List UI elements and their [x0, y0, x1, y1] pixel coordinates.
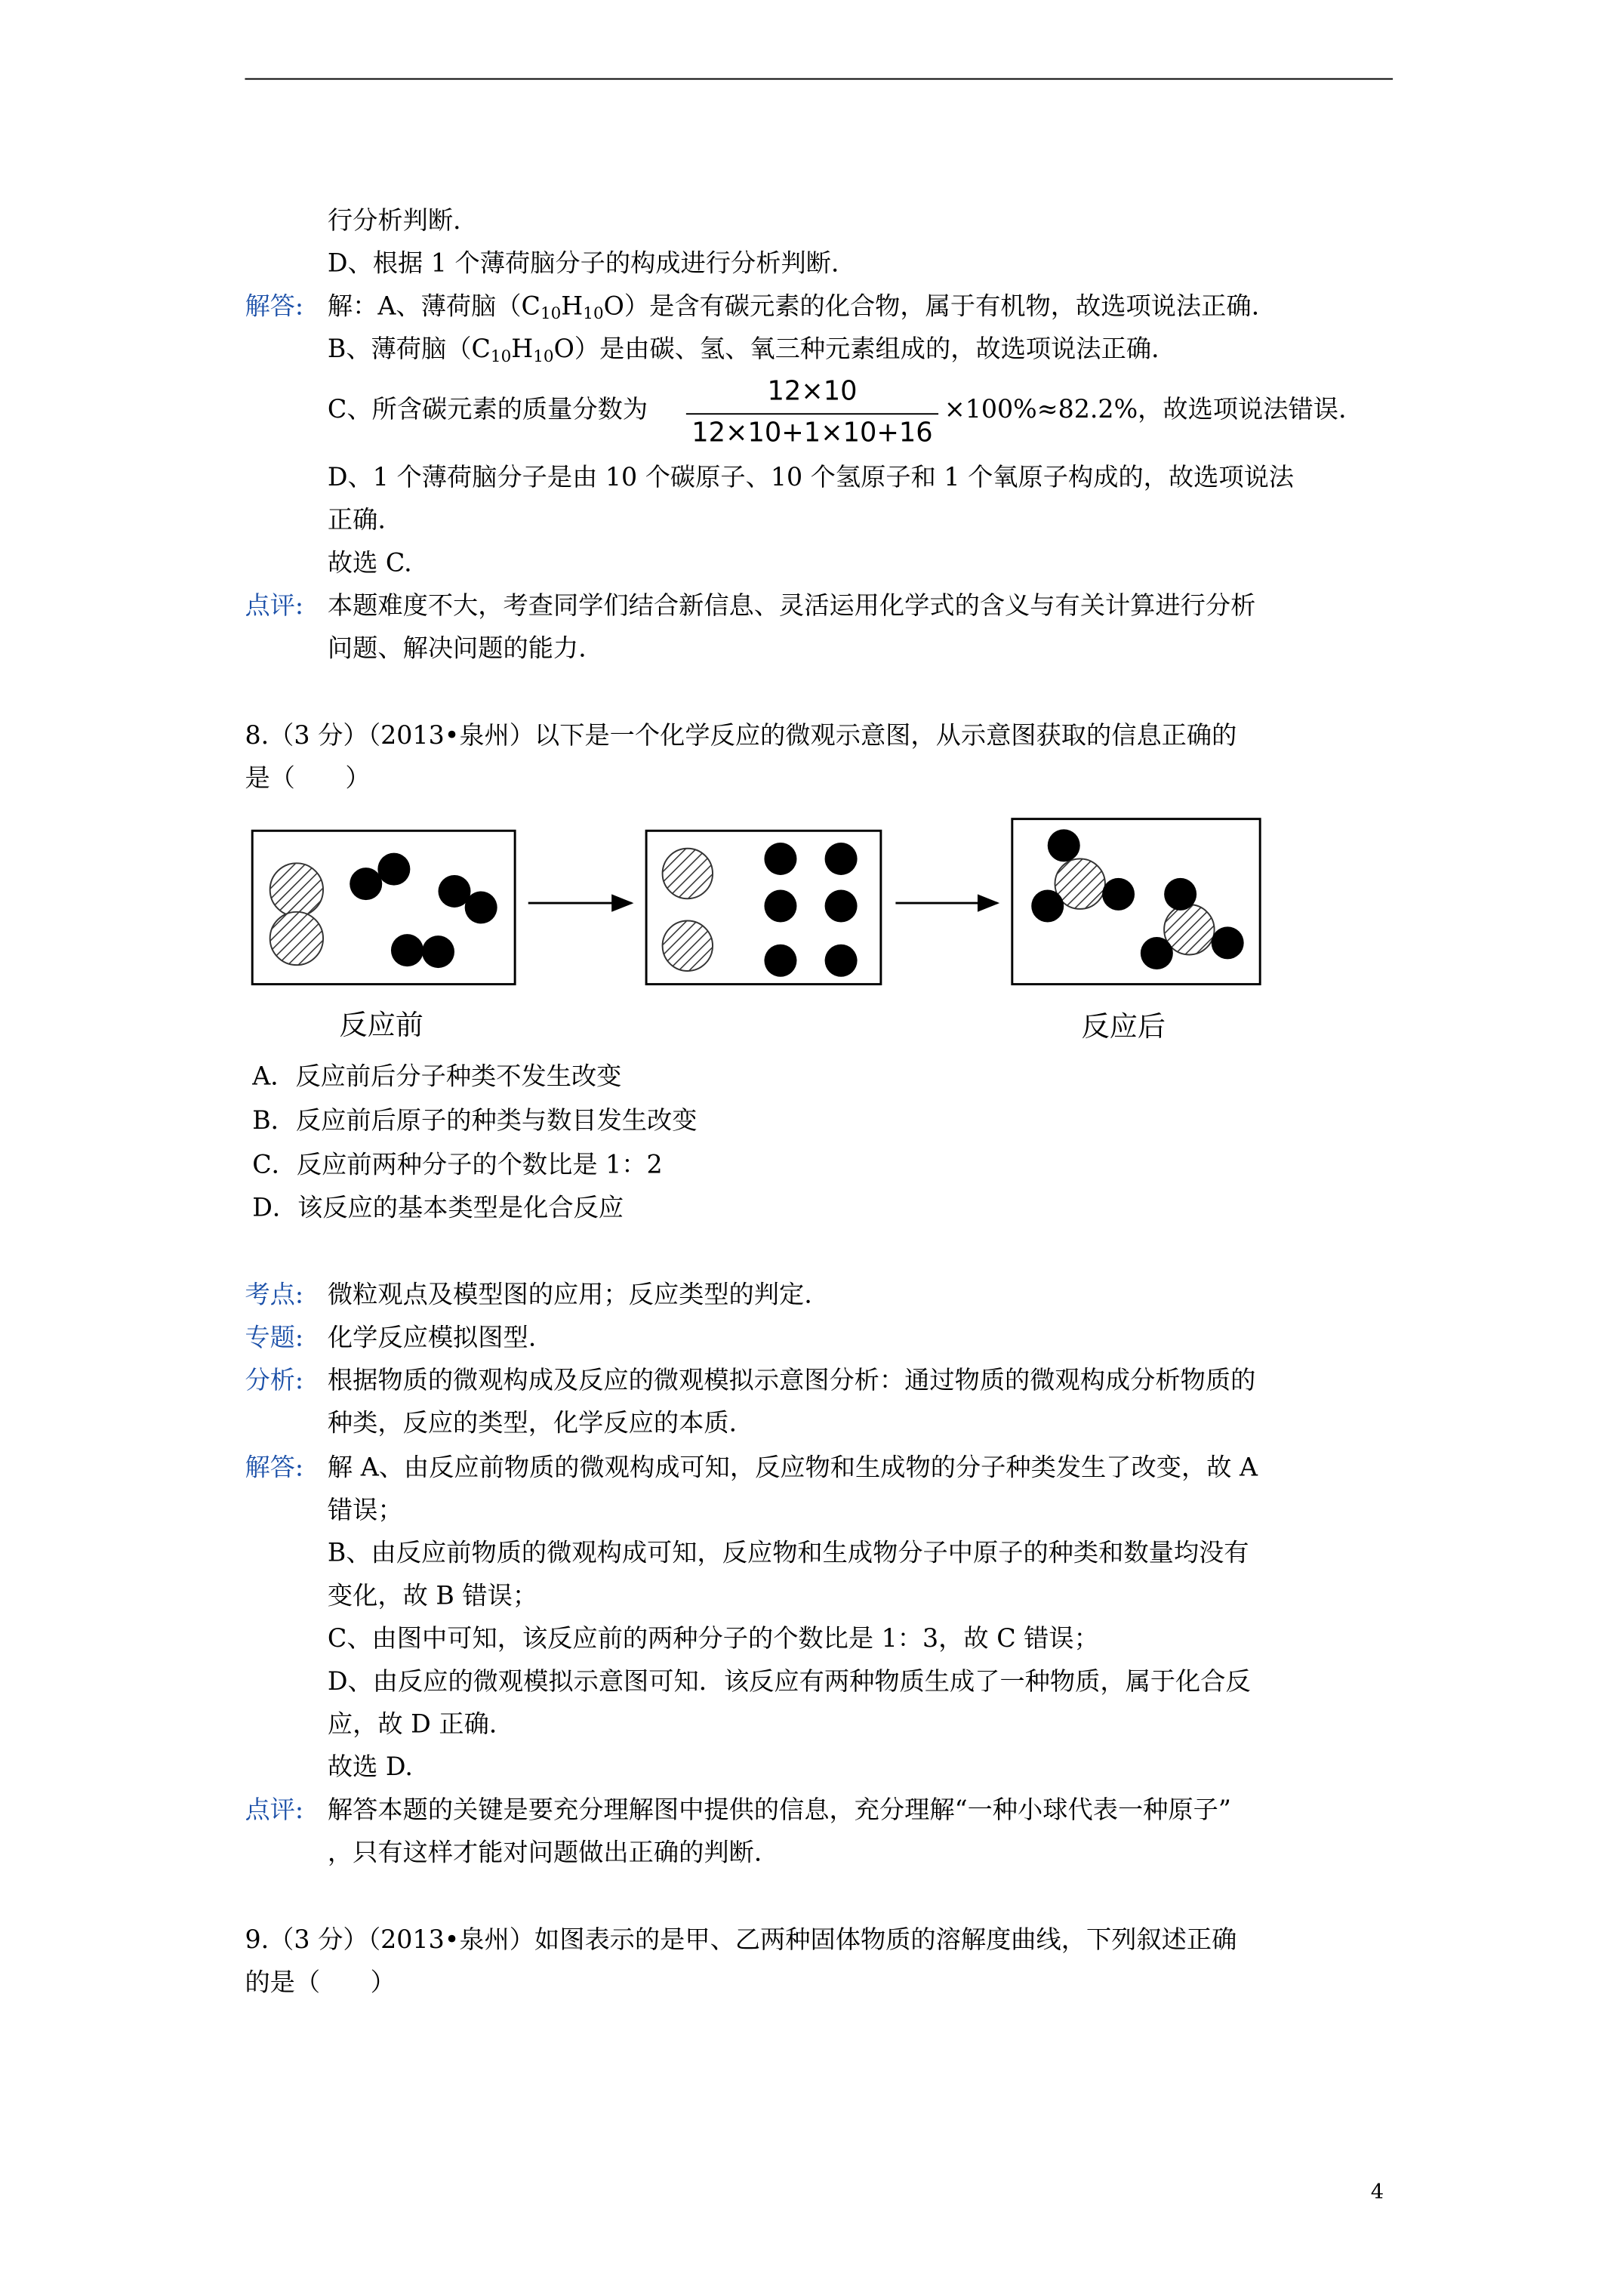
q7-jieda-a: 解：A、薄荷脑$(C_{10}H_{10}O)$是含有碳元素的化合物，属于有机物，故选项说法正确. — [327, 291, 1260, 324]
q8-jieda-label: 解答: — [245, 1453, 304, 1484]
q8-fenxi-label: 分析: — [245, 1366, 304, 1396]
q8-option-d: D．该反应的基本类型是化合反应 — [252, 1194, 624, 1224]
q8-jieda-d: D、由反应的微观模拟示意图可知．该反应有两种物质生成了一种物质，属于化合反 — [327, 1667, 1251, 1697]
product-molecule — [1031, 829, 1135, 922]
black-molecule — [438, 875, 497, 923]
q8-jieda-a: 解 A、由反应前物质的微观构成可知，反应物和生成物的分子种类发生了改变，故 A — [327, 1453, 1258, 1484]
q7-jieda-label: 解答: — [245, 291, 304, 322]
q7-dianping: 本题难度不大，考查同学们结合新信息、灵活运用化学式的含义与有关计算进行分析 — [327, 591, 1256, 621]
q8-jieda-b: B、由反应前物质的微观构成可知，反应物和生成物分子中原子的种类和数量均没有 — [327, 1539, 1249, 1569]
q8-dianping: 解答本题的关键是要充分理解图中提供的信息，充分理解“一种小球代表一种原子” — [327, 1795, 1231, 1826]
q8-kaodian-label: 考点: — [245, 1281, 304, 1311]
q7-jieda-d: D、1 个薄荷脑分子是由 10 个碳原子、10 个氢原子和 1 个氧原子构成的，故选项说法 — [327, 463, 1295, 493]
hatched-atom — [663, 849, 713, 898]
q7-choice: 故选 C. — [327, 549, 412, 579]
black-atom — [764, 945, 796, 977]
label-before: 反应前 — [339, 1009, 423, 1042]
q7-jieda-c-suffix: ×100%≈82.2%，故选项说法错误. — [944, 395, 1347, 425]
black-atom — [825, 945, 858, 977]
q8-stem: 8.（3 分）（2013•泉州）以下是一个化学反应的微观示意图，从示意图获取的信息正确的 — [245, 721, 1237, 751]
q8-jieda-b-cont: 变化，故 B 错误； — [327, 1582, 538, 1612]
q7-dianping-cont: 问题、解决问题的能力. — [327, 634, 587, 664]
q8-jieda-a-cont: 错误； — [327, 1496, 403, 1526]
q8-fenxi-cont: 种类，反应的类型，化学反应的本质. — [327, 1409, 738, 1439]
q7-jieda-c-prefix: C、所含碳元素的质量分数为 — [327, 395, 648, 425]
q8-choice: 故选 D. — [327, 1752, 413, 1783]
hatched-atom — [663, 921, 713, 971]
q7-dianping-label: 点评: — [245, 591, 304, 621]
black-atom — [764, 843, 796, 875]
q7-analysis-d: D、根据 1 个薄荷脑分子的构成进行分析判断. — [327, 249, 839, 279]
q7-jieda-b: B、薄荷脑$(C_{10}H_{10}O)$是由碳、氢、氧三种元素组成的，故选项说法正确. — [327, 334, 1160, 366]
q8-stem-cont: 是（ ） — [245, 764, 371, 794]
product-molecule — [1141, 878, 1244, 969]
q8-option-b: B．反应前后原子的种类与数目发生改变 — [252, 1106, 698, 1136]
q8-zhuanti-label: 专题: — [245, 1324, 304, 1354]
q8-dianping-label: 点评: — [245, 1795, 304, 1826]
fraction-numerator: 12×10 — [767, 376, 858, 408]
q8-option-c: C．反应前两种分子的个数比是 1：2 — [252, 1151, 663, 1181]
black-atom — [825, 843, 858, 875]
black-molecule — [391, 934, 454, 968]
reaction-diagram — [0, 0, 1623, 1062]
q9-stem: 9.（3 分）（2013•泉州）如图表示的是甲、乙两种固体物质的溶解度曲线，下列叙述正确 — [245, 1925, 1237, 1955]
q8-fenxi: 根据物质的微观构成及反应的微观模拟示意图分析：通过物质的微观构成分析物质的 — [327, 1366, 1256, 1396]
q8-jieda-d-cont: 应，故 D 正确. — [327, 1710, 497, 1740]
q8-kaodian: 微粒观点及模型图的应用；反应类型的判定. — [327, 1281, 812, 1311]
black-atom — [825, 889, 858, 922]
q8-jieda-c: C、由图中可知，该反应前的两种分子的个数比是 1：3，故 C 错误； — [327, 1624, 1099, 1654]
hatched-molecule — [270, 863, 323, 965]
q7-jieda-d-cont: 正确. — [327, 506, 386, 536]
q7-analysis-line: 行分析判断. — [327, 206, 461, 236]
fraction-denominator: 12×10+1×10+16 — [691, 418, 933, 449]
q9-stem-cont: 的是（ ） — [245, 1968, 396, 1999]
q8-option-a: A．反应前后分子种类不发生改变 — [252, 1062, 622, 1093]
q8-zhuanti: 化学反应模拟图型. — [327, 1324, 537, 1354]
q8-dianping-cont: ，只有这样才能对问题做出正确的判断. — [327, 1838, 762, 1869]
label-after: 反应后 — [1081, 1009, 1166, 1043]
page-number: 4 — [1370, 2180, 1384, 2205]
black-atom — [764, 889, 796, 922]
black-molecule — [350, 853, 410, 901]
